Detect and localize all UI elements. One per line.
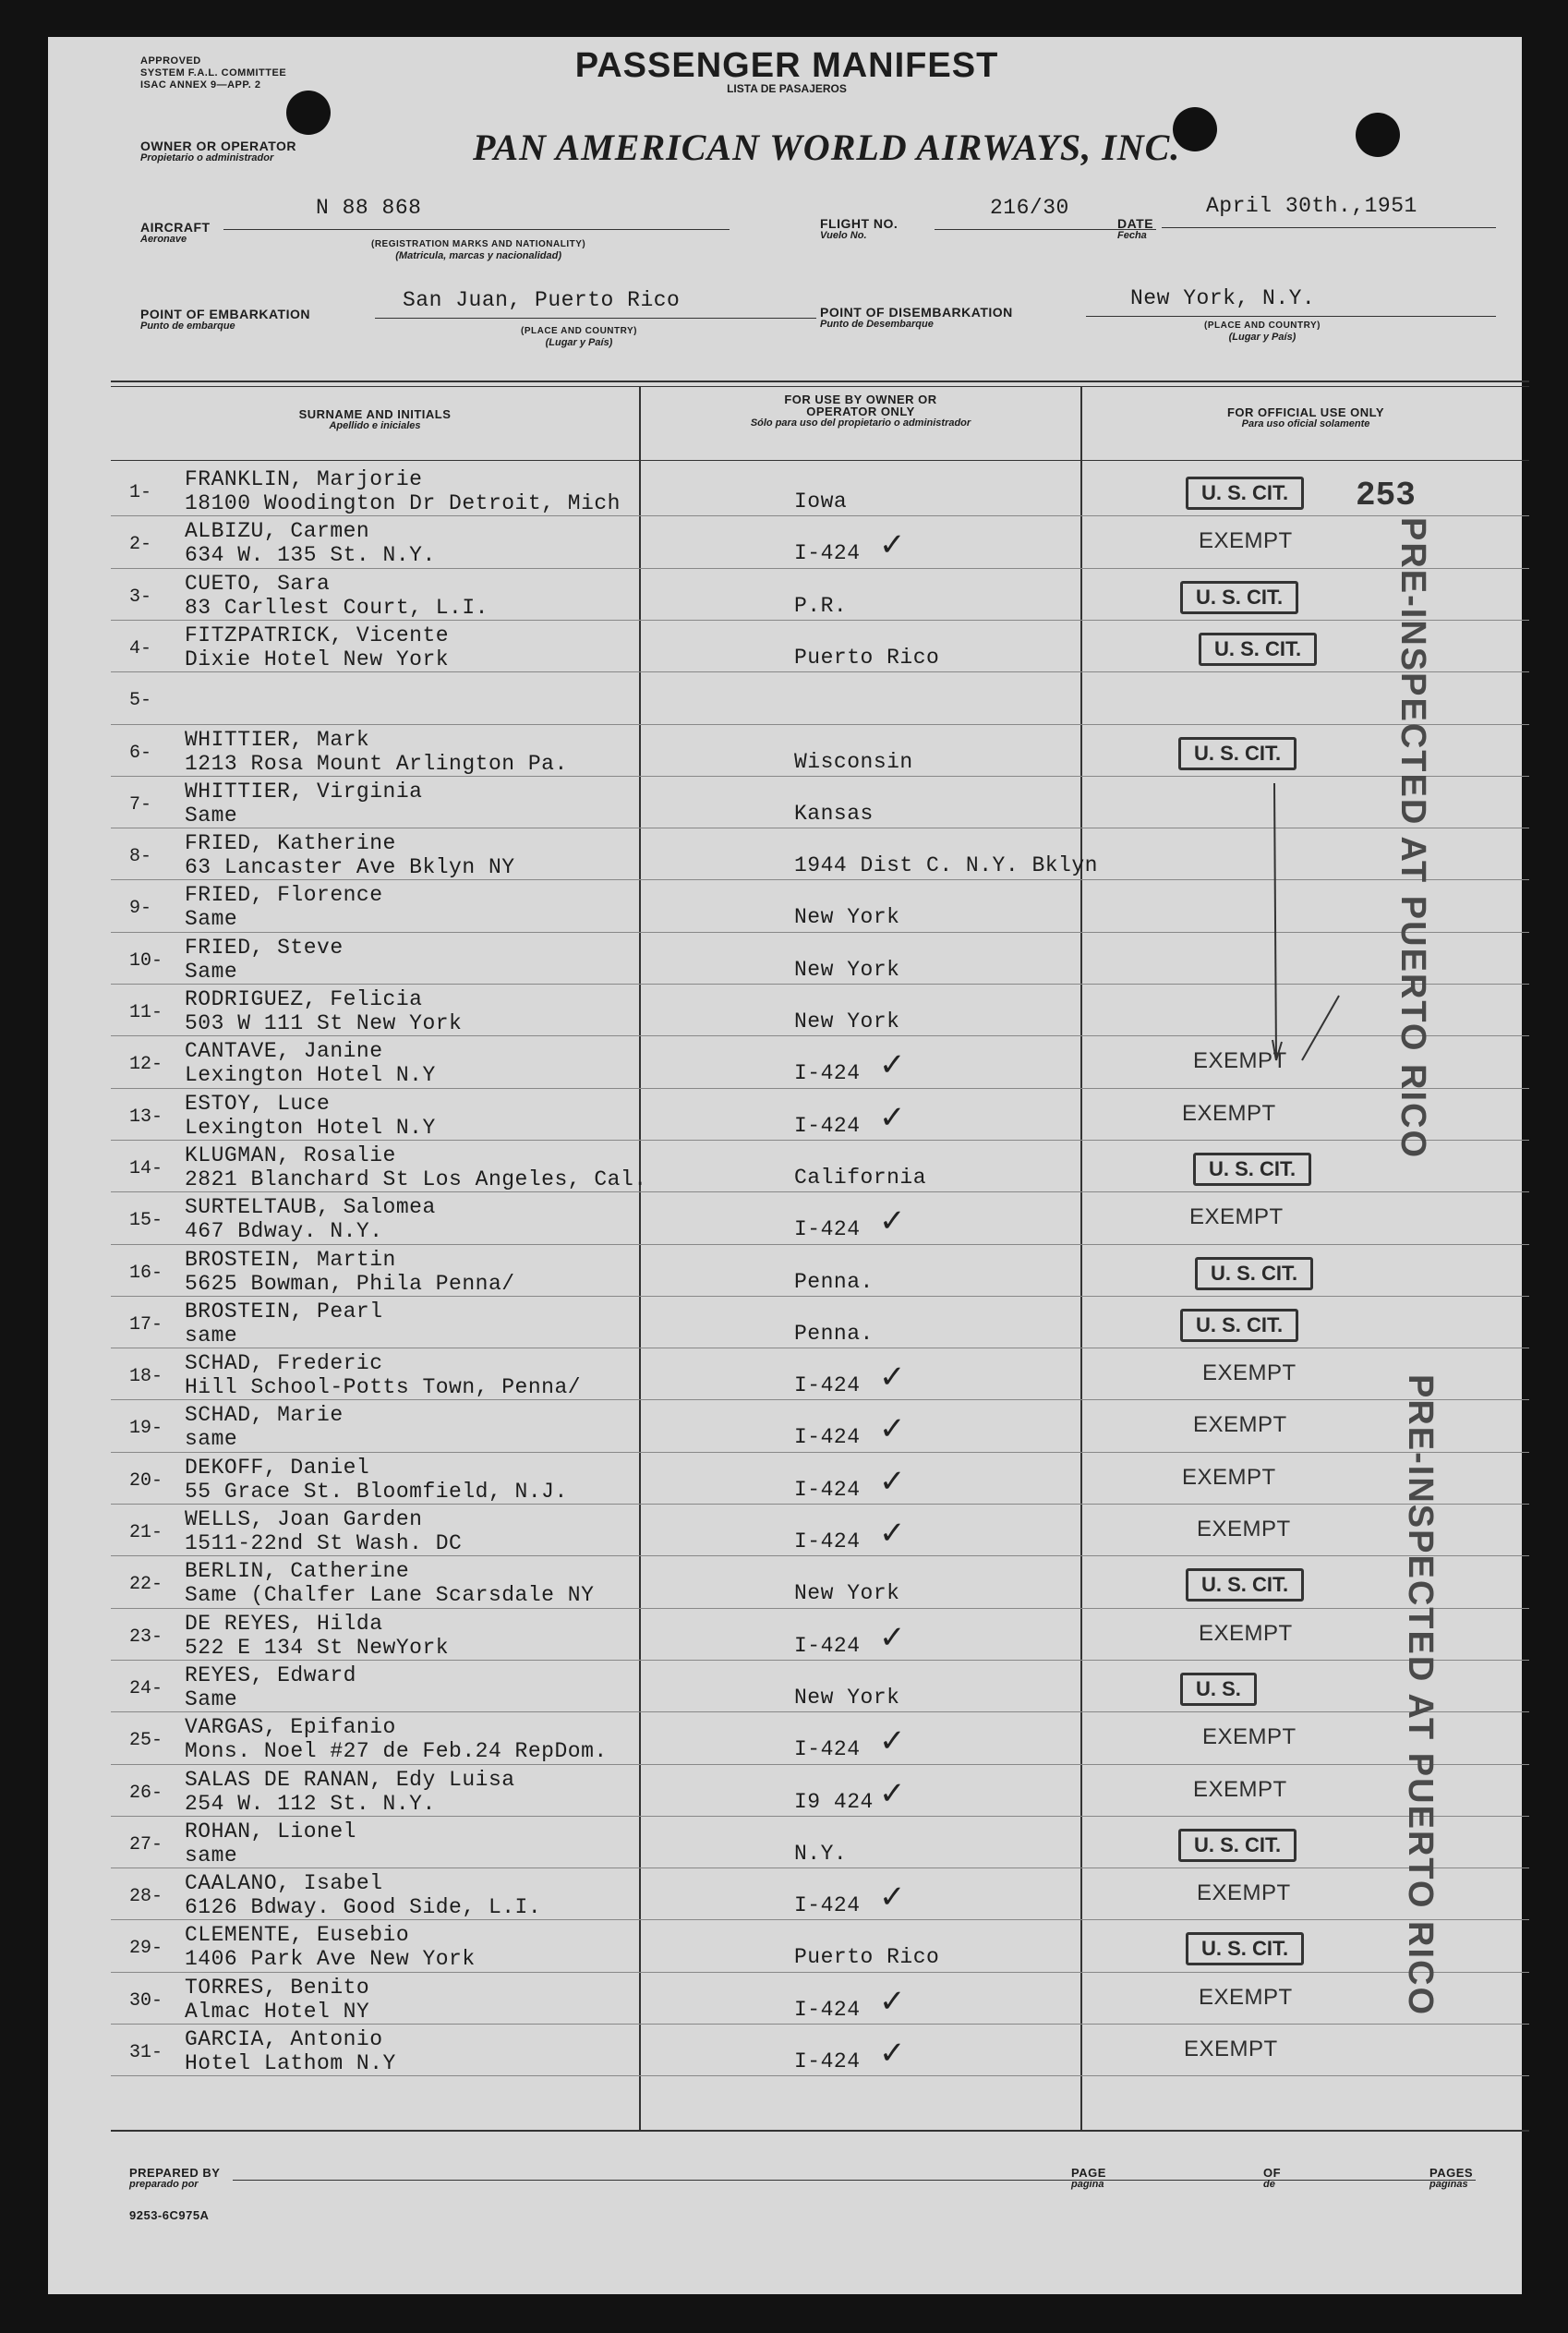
row-number: 26-	[129, 1782, 163, 1804]
exempt-stamp: EXEMPT	[1189, 1204, 1284, 1230]
us-cit-stamp: U. S. CIT.	[1180, 1309, 1298, 1342]
passenger-name: BERLIN, Catherine	[185, 1559, 410, 1584]
row-divider	[111, 671, 1529, 672]
approved-block: APPROVED SYSTEM F.A.L. COMMITTEE ISAC ANNEX 9—APP. 2	[140, 55, 287, 91]
passenger-address: Almac Hotel NY	[185, 1999, 370, 2024]
exempt-stamp: EXEMPT	[1202, 1724, 1297, 1750]
operator-entry: I-424	[794, 541, 861, 566]
row-number: 3-	[129, 586, 152, 608]
passenger-address: Lexington Hotel N.Y	[185, 1063, 436, 1088]
operator-entry: I-424	[794, 1997, 861, 2022]
row-number: 24-	[129, 1677, 163, 1699]
operator-entry: I-424	[794, 1893, 861, 1918]
passenger-address: Same	[185, 803, 238, 828]
row-divider	[111, 1555, 1529, 1556]
row-number: 14-	[129, 1157, 163, 1179]
exempt-stamp: EXEMPT	[1197, 1517, 1291, 1541]
passenger-name: FRIED, Florence	[185, 883, 383, 908]
passenger-name: KLUGMAN, Rosalie	[185, 1142, 396, 1167]
row-divider	[111, 1660, 1529, 1661]
operator-entry: I-424	[794, 1217, 861, 1242]
row-divider	[111, 1191, 1529, 1192]
row-number: 2-	[129, 534, 152, 556]
passenger-name: CANTAVE, Janine	[185, 1039, 383, 1064]
row-number: 29-	[129, 1938, 163, 1960]
check-mark: ✓	[879, 1203, 906, 1239]
operator-entry: New York	[794, 1685, 900, 1710]
row-divider	[111, 1711, 1529, 1712]
operator-entry: New York	[794, 957, 900, 982]
pages-label: PAGES paginas	[1429, 2166, 1474, 2190]
us-cit-stamp: U. S. CIT.	[1178, 737, 1297, 770]
passenger-name: VARGAS, Epifanio	[185, 1715, 396, 1740]
page-title: PASSENGER MANIFEST LISTA DE PASAJEROS	[574, 46, 999, 95]
row-number: 13-	[129, 1106, 163, 1128]
of-label: OF de	[1263, 2166, 1282, 2190]
operator-entry: Kansas	[794, 801, 874, 826]
row-number: 17-	[129, 1313, 163, 1336]
row-number: 6-	[129, 742, 152, 764]
passenger-name: FITZPATRICK, Vicente	[185, 623, 450, 647]
passenger-address: 1406 Park Ave New York	[185, 1947, 476, 1972]
exempt-stamp: EXEMPT	[1182, 1464, 1276, 1490]
operator-entry: Penna.	[794, 1321, 874, 1346]
check-mark: ✓	[879, 1463, 906, 1499]
row-divider	[111, 1919, 1529, 1920]
row-divider	[111, 1972, 1529, 1973]
row-number: 25-	[129, 1730, 163, 1752]
check-mark: ✓	[879, 1775, 906, 1811]
row-number: 9-	[129, 898, 152, 920]
passenger-address: 18100 Woodington Dr Detroit, Mich	[185, 491, 621, 515]
passenger-name: DEKOFF, Daniel	[185, 1455, 370, 1480]
us-cit-stamp: U. S. CIT.	[1186, 477, 1304, 510]
row-number: 12-	[129, 1054, 163, 1076]
row-divider	[111, 724, 1529, 725]
passenger-address: 5625 Bowman, Phila Penna/	[185, 1271, 515, 1296]
passenger-address: Hill School-Potts Town, Penna/	[185, 1375, 582, 1400]
passenger-address: 467 Bdway. N.Y.	[185, 1219, 383, 1244]
us-cit-stamp: U. S. CIT.	[1186, 1932, 1304, 1965]
owner-label: OWNER OR OPERATOR Propietario o administrador	[140, 139, 296, 163]
exempt-stamp: EXEMPT	[1182, 1100, 1276, 1126]
us-cit-stamp: U. S. CIT.	[1199, 633, 1317, 666]
exempt-stamp: EXEMPT	[1193, 1776, 1287, 1802]
row-number: 27-	[129, 1833, 163, 1856]
row-divider	[111, 1608, 1529, 1609]
column-header-operator: FOR USE BY OWNER OR OPERATOR ONLY Sólo para uso del propietario o administrador	[750, 393, 971, 429]
check-mark: ✓	[879, 1880, 906, 1916]
passenger-address: same	[185, 1323, 238, 1348]
manifest-sheet	[48, 37, 1522, 2294]
passenger-address: 63 Lancaster Ave Bklyn NY	[185, 855, 515, 880]
passenger-name: TORRES, Benito	[185, 1975, 370, 2000]
operator-entry: I-424	[794, 1113, 861, 1138]
row-divider	[111, 1816, 1529, 1817]
row-divider	[111, 776, 1529, 777]
passenger-name: REYES, Edward	[185, 1662, 356, 1687]
passenger-name: ESTOY, Luce	[185, 1091, 331, 1116]
row-number: 28-	[129, 1886, 163, 1908]
row-number: 19-	[129, 1418, 163, 1440]
check-mark: ✓	[879, 1619, 906, 1655]
aircraft-label: AIRCRAFT Aeronave	[140, 220, 211, 245]
passenger-address: 55 Grace St. Bloomfield, N.J.	[185, 1479, 568, 1504]
operator-entry: N.Y.	[794, 1841, 848, 1866]
passenger-name: DE REYES, Hilda	[185, 1611, 383, 1636]
passenger-address: 522 E 134 St NewYork	[185, 1635, 450, 1660]
check-mark: ✓	[879, 1360, 906, 1396]
row-number: 5-	[129, 690, 152, 712]
us-cit-stamp: U. S. CIT.	[1178, 1829, 1297, 1862]
operator-entry: California	[794, 1165, 927, 1190]
passenger-address: Same	[185, 1686, 238, 1711]
passenger-name: BROSTEIN, Pearl	[185, 1299, 383, 1324]
row-divider	[111, 620, 1529, 621]
operator-entry: 1944 Dist C. N.Y. Bklyn	[794, 853, 1098, 878]
passenger-address: same	[185, 1843, 238, 1868]
row-number: 31-	[129, 2042, 163, 2063]
row-divider	[111, 2024, 1529, 2025]
row-number: 30-	[129, 1989, 163, 2012]
row-number: 23-	[129, 1626, 163, 1648]
operator-entry: New York	[794, 905, 900, 930]
check-mark: ✓	[879, 1099, 906, 1135]
row-divider	[111, 1504, 1529, 1505]
row-number: 8-	[129, 846, 152, 868]
flight-value: 216/30	[990, 196, 1069, 220]
pre-inspected-stamp: PRE-INSPECTED AT PUERTO RICO	[1401, 1374, 1440, 2017]
row-divider	[111, 1452, 1529, 1453]
exempt-stamp: EXEMPT	[1184, 2037, 1278, 2061]
passenger-name: CUETO, Sara	[185, 571, 331, 596]
embark-value: San Juan, Puerto Rico	[403, 288, 681, 312]
row-divider	[111, 1140, 1529, 1141]
owner-value: PAN AMERICAN WORLD AIRWAYS, INC.	[473, 127, 1181, 168]
check-mark: ✓	[879, 1516, 906, 1551]
operator-entry: I-424	[794, 1477, 861, 1502]
passenger-name: SURTELTAUB, Salomea	[185, 1195, 436, 1220]
us-cit-stamp: U. S. CIT.	[1193, 1153, 1311, 1186]
operator-entry: Iowa	[794, 490, 848, 514]
passenger-address: 503 W 111 St New York	[185, 1011, 463, 1035]
row-divider	[111, 1244, 1529, 1245]
passenger-name: FRIED, Katherine	[185, 831, 396, 856]
row-divider	[111, 2075, 1529, 2076]
passenger-address: Hotel Lathom N.Y	[185, 2051, 396, 2075]
exempt-stamp: EXEMPT	[1202, 1360, 1297, 1386]
passenger-name: WHITTIER, Mark	[185, 727, 370, 752]
check-mark: ✓	[879, 1723, 906, 1759]
row-number: 4-	[129, 637, 152, 659]
row-divider	[111, 1296, 1529, 1297]
operator-entry: New York	[794, 1009, 900, 1034]
us-cit-stamp: U. S.	[1180, 1673, 1257, 1706]
punch-hole	[1356, 113, 1400, 157]
operator-entry: I-424	[794, 1373, 861, 1398]
passenger-name: ALBIZU, Carmen	[185, 519, 370, 544]
passenger-address: 1511-22nd St Wash. DC	[185, 1531, 463, 1555]
check-mark: ✓	[879, 1411, 906, 1447]
passenger-address: same	[185, 1427, 238, 1452]
row-divider	[111, 515, 1529, 516]
passenger-address: Lexington Hotel N.Y	[185, 1115, 436, 1140]
check-line-mark	[1265, 783, 1376, 1116]
page-count-annotation: 253	[1356, 477, 1416, 514]
exempt-stamp: EXEMPT	[1193, 1412, 1287, 1438]
passenger-name: ROHAN, Lionel	[185, 1819, 356, 1843]
punch-hole	[286, 91, 331, 135]
us-cit-stamp: U. S. CIT.	[1180, 581, 1298, 614]
row-divider	[111, 1399, 1529, 1400]
column-header-official: FOR OFFICIAL USE ONLY Para uso oficial solamente	[1226, 405, 1385, 429]
passenger-name: CAALANO, Isabel	[185, 1871, 383, 1896]
passenger-address: 634 W. 135 St. N.Y.	[185, 543, 436, 568]
exempt-stamp: EXEMPT	[1193, 1048, 1287, 1074]
check-mark: ✓	[879, 1047, 906, 1083]
row-divider	[111, 1764, 1529, 1765]
passenger-name: RODRIGUEZ, Felicia	[185, 987, 423, 1011]
passenger-address: Same	[185, 959, 238, 984]
passenger-name: BROSTEIN, Martin	[185, 1247, 396, 1272]
operator-entry: P.R.	[794, 593, 848, 618]
row-number: 7-	[129, 793, 152, 816]
pre-inspected-stamp: PRE-INSPECTED AT PUERTO RICO	[1393, 517, 1432, 1160]
operator-entry: I-424	[794, 1737, 861, 1762]
date-value: April 30th.,1951	[1206, 194, 1417, 218]
row-number: 20-	[129, 1469, 163, 1492]
passenger-name: WELLS, Joan Garden	[185, 1507, 423, 1531]
passenger-address: 254 W. 112 St. N.Y.	[185, 1791, 436, 1816]
passenger-address: 6126 Bdway. Good Side, L.I.	[185, 1895, 542, 1920]
passenger-address: 1213 Rosa Mount Arlington Pa.	[185, 751, 568, 776]
passenger-address: 83 Carllest Court, L.I.	[185, 595, 488, 620]
check-mark: ✓	[879, 2036, 906, 2071]
operator-entry: Puerto Rico	[794, 645, 940, 670]
operator-entry: I-424	[794, 1425, 861, 1450]
row-number: 16-	[129, 1262, 163, 1284]
check-mark: ✓	[879, 1983, 906, 2019]
operator-entry: Penna.	[794, 1269, 874, 1294]
passenger-name: FRIED, Steve	[185, 935, 344, 960]
exempt-stamp: EXEMPT	[1197, 1880, 1291, 1906]
passenger-name: SCHAD, Frederic	[185, 1351, 383, 1376]
date-label: DATE Fecha	[1117, 216, 1154, 241]
exempt-stamp: EXEMPT	[1199, 1984, 1293, 2010]
disembark-value: New York, N.Y.	[1130, 286, 1316, 310]
passenger-address: 2821 Blanchard St Los Angeles, Cal.	[185, 1166, 647, 1191]
check-mark: ✓	[879, 527, 906, 563]
passenger-address: Dixie Hotel New York	[185, 647, 450, 671]
operator-entry: I-424	[794, 1529, 861, 1553]
disembark-place-note: (PLACE AND COUNTRY) (Lugar y País)	[1204, 320, 1321, 343]
operator-entry: I-424	[794, 1061, 861, 1086]
us-cit-stamp: U. S. CIT.	[1195, 1257, 1313, 1290]
form-number: 9253-6C975A	[129, 2208, 210, 2222]
passenger-name: FRANKLIN, Marjorie	[185, 467, 423, 491]
passenger-name: SCHAD, Marie	[185, 1403, 344, 1428]
embark-place-note: (PLACE AND COUNTRY) (Lugar y País)	[521, 326, 637, 348]
row-number: 11-	[129, 1002, 163, 1023]
row-number: 15-	[129, 1210, 163, 1232]
operator-entry: I-424	[794, 1633, 861, 1658]
operator-entry: New York	[794, 1581, 900, 1606]
passenger-address: Mons. Noel #27 de Feb.24 RepDom.	[185, 1739, 608, 1764]
operator-entry: I-424	[794, 2049, 861, 2073]
registration-note: (REGISTRATION MARKS AND NATIONALITY) (Matricula, marcas y nacionalidad)	[371, 239, 586, 261]
aircraft-value: N 88 868	[316, 196, 422, 220]
row-number: 1-	[129, 482, 152, 503]
disembark-label: POINT OF DISEMBARKATION Punto de Desembarque	[820, 305, 1013, 330]
exempt-stamp: EXEMPT	[1199, 528, 1293, 554]
passenger-name: SALAS DE RANAN, Edy Luisa	[185, 1767, 515, 1792]
page-label: PAGE pagina	[1071, 2166, 1106, 2190]
column-header-surname: SURNAME AND INITIALS Apellido e iniciales	[298, 407, 452, 431]
row-number: 10-	[129, 949, 163, 972]
operator-entry: Puerto Rico	[794, 1945, 940, 1970]
operator-entry: Wisconsin	[794, 749, 913, 774]
flight-label: FLIGHT NO. Vuelo No.	[820, 216, 899, 241]
row-number: 22-	[129, 1574, 163, 1596]
row-divider	[111, 568, 1529, 569]
passenger-name: GARCIA, Antonio	[185, 2027, 383, 2051]
prepared-by-label: PREPARED BY preparado por	[129, 2166, 221, 2190]
passenger-address: Same	[185, 907, 238, 932]
exempt-stamp: EXEMPT	[1199, 1620, 1293, 1646]
embark-label: POINT OF EMBARKATION Punto de embarque	[140, 307, 310, 332]
row-number: 21-	[129, 1522, 163, 1543]
passenger-address: Same (Chalfer Lane Scarsdale NY	[185, 1583, 595, 1608]
operator-entry: I9 424	[794, 1789, 874, 1814]
row-number: 18-	[129, 1366, 163, 1388]
passenger-name: CLEMENTE, Eusebio	[185, 1923, 410, 1948]
passenger-name: WHITTIER, Virginia	[185, 779, 423, 804]
us-cit-stamp: U. S. CIT.	[1186, 1568, 1304, 1602]
